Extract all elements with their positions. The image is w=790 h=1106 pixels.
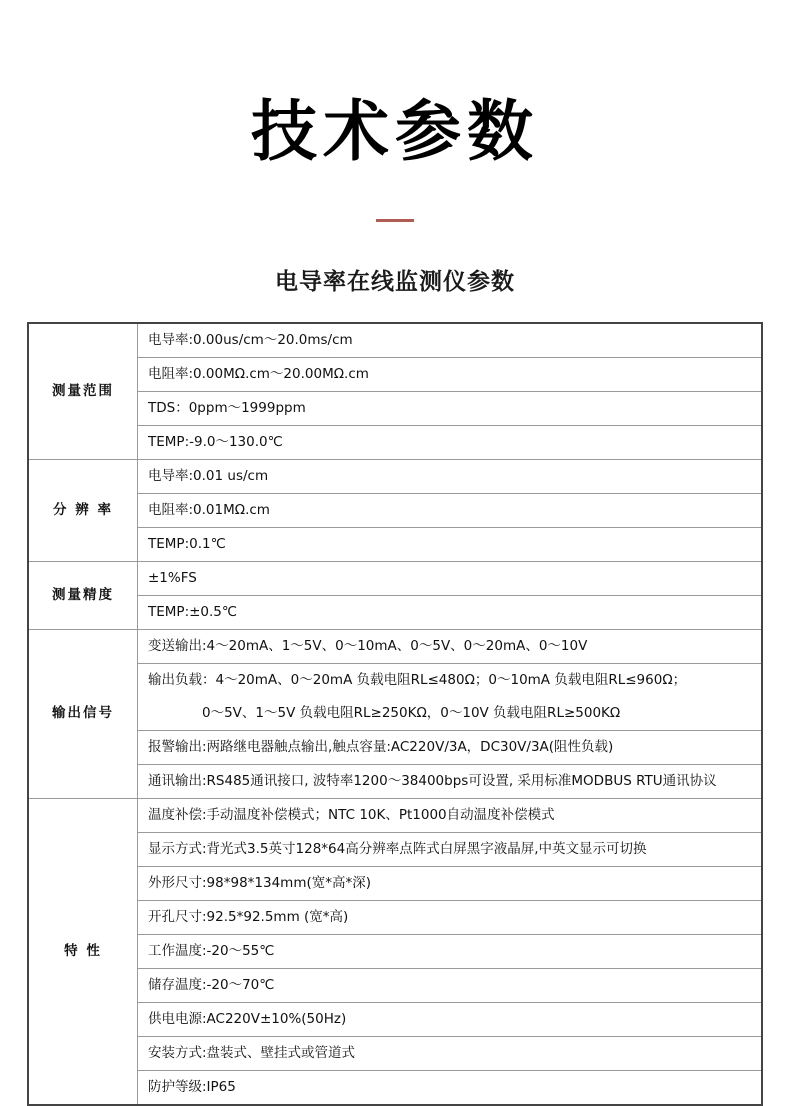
spec-category: 特 性 [28,798,138,1105]
table-row [28,561,762,595]
spec-value: TEMP:-9.0～130.0℃ [138,425,763,459]
spec-value: 安装方式:盘装式、壁挂式或管道式 [138,1036,763,1070]
spec-value: 显示方式:背光式3.5英寸128*64高分辨率点阵式白屏黑字液晶屏,中英文显示可切换 [138,832,763,866]
spec-value: 储存温度:-20～70℃ [138,968,763,1002]
table-row [28,629,762,663]
table-row [28,459,762,493]
spec-value: 外形尺寸:98*98*134mm(宽*高*深) [138,866,763,900]
table-row [28,1036,762,1070]
table-row [28,697,762,731]
table-row [28,595,762,629]
spec-value: 0～5V、1～5V 负载电阻RL≥250KΩ，0～10V 负载电阻RL≥500KΩ [138,697,763,731]
table-row [28,357,762,391]
spec-category: 分 辨 率 [28,459,138,561]
spec-category: 输出信号 [28,629,138,798]
table-row [28,730,762,764]
table-row [28,527,762,561]
table-row [28,866,762,900]
spec-value: 温度补偿:手动温度补偿模式；NTC 10K、Pt1000自动温度补偿模式 [138,798,763,832]
spec-value: TEMP:±0.5℃ [138,595,763,629]
table-row [28,663,762,697]
spec-value: 输出负载：4～20mA、0～20mA 负载电阻RL≤480Ω；0～10mA 负载电阻RL≤960Ω； [138,663,763,697]
spec-value: 通讯输出:RS485通讯接口, 波特率1200～38400bps可设置, 采用标准MODBUS RTU通讯协议 [138,764,763,798]
spec-value: 供电电源:AC220V±10%(50Hz) [138,1002,763,1036]
spec-value: 电导率:0.01 us/cm [138,459,763,493]
spec-category: 测量范围 [28,323,138,460]
spec-value: 工作温度:-20～55℃ [138,934,763,968]
spec-value: 变送输出:4～20mA、1～5V、0～10mA、0～5V、0～20mA、0～10V [138,629,763,663]
title-divider-wrap [0,169,790,227]
spec-value: 电阻率:0.00MΩ.cm～20.00MΩ.cm [138,357,763,391]
specification-table [27,322,763,1106]
spec-value: 电导率:0.00us/cm～20.0ms/cm [138,323,763,358]
table-row [28,798,762,832]
spec-value: ±1%FS [138,561,763,595]
spec-value: 报警输出:两路继电器触点输出,触点容量:AC220V/3A，DC30V/3A(阻性负载) [138,730,763,764]
table-row [28,764,762,798]
table-row [28,323,762,358]
table-row [28,900,762,934]
table-row [28,391,762,425]
spec-value: 电阻率:0.01MΩ.cm [138,493,763,527]
spec-value: TDS：0ppm～1999ppm [138,391,763,425]
table-row [28,493,762,527]
spec-value: TEMP:0.1℃ [138,527,763,561]
table-row [28,934,762,968]
table-row [28,425,762,459]
spec-category: 测量精度 [28,561,138,629]
table-row [28,1070,762,1105]
table-row [28,968,762,1002]
section-subtitle: 电导率在线监测仪参数 [275,268,515,295]
spec-value: 开孔尺寸:92.5*92.5mm (宽*高) [138,900,763,934]
table-row [28,832,762,866]
title-divider [376,219,414,222]
spec-value: 防护等级:IP65 [138,1070,763,1105]
table-row [28,1002,762,1036]
page-title: 技术参数 [251,93,539,170]
